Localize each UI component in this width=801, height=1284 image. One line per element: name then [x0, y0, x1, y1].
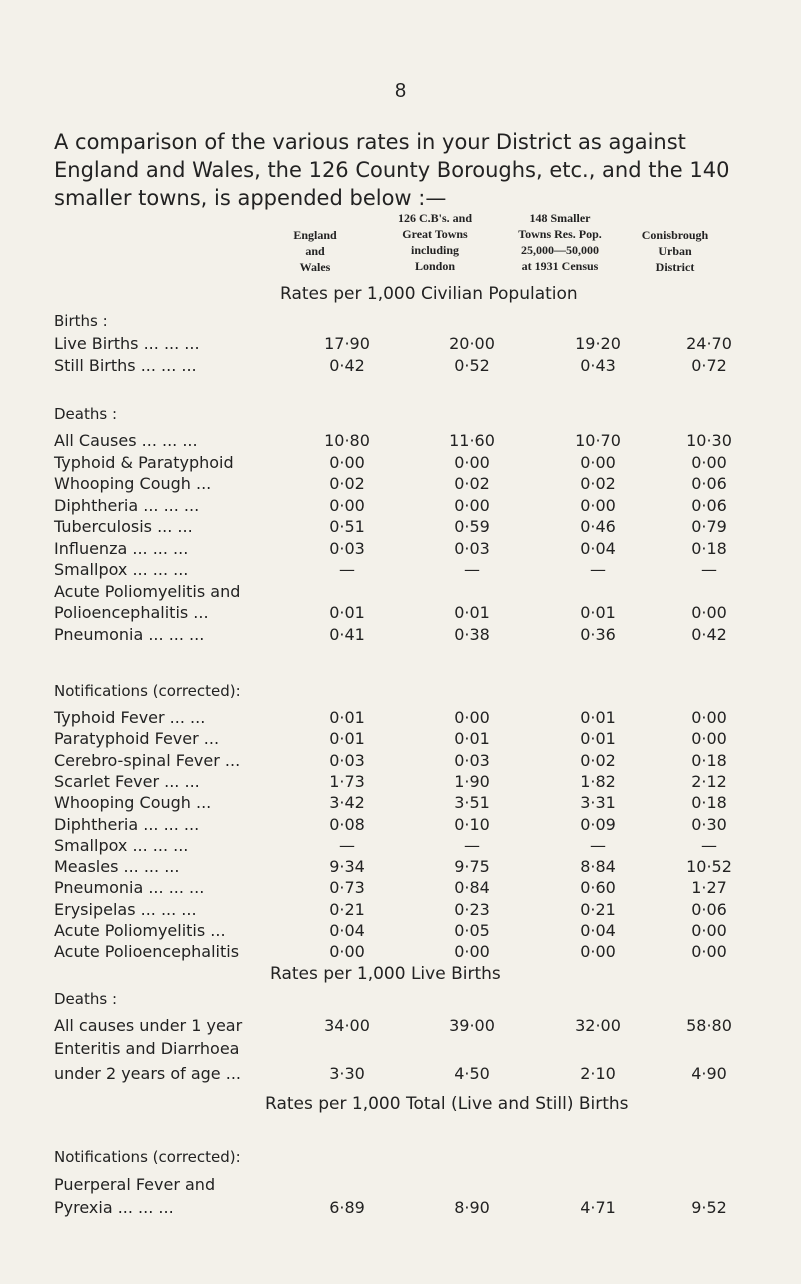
value-conisbrough: 0·72	[691, 356, 727, 375]
value-smaller-towns: 0·01	[580, 729, 616, 749]
col3-line1: 148 Smaller	[529, 211, 591, 225]
value-england: 0·03	[329, 538, 365, 558]
table-row	[54, 560, 754, 582]
value-conisbrough: 24·70	[686, 334, 732, 353]
value-conisbrough: —	[701, 560, 717, 579]
col3-line2: Towns Res. Pop.	[518, 227, 602, 241]
value-county-boroughs: 0·00	[454, 452, 490, 472]
value-county-boroughs: 0·59	[454, 517, 490, 536]
value-smaller-towns: —	[590, 560, 606, 579]
value-smaller-towns: 1·82	[580, 771, 616, 791]
col4-line2: Urban	[658, 244, 692, 258]
value-conisbrough: 0·79	[691, 517, 727, 536]
table-row	[54, 517, 754, 539]
value-smaller-towns: 0·01	[580, 603, 616, 622]
table-row	[54, 772, 754, 794]
row-label: Diphtheria ... ... ...	[54, 495, 200, 515]
unit-total-births: Rates per 1,000 Total (Live and Still) Births	[265, 1094, 629, 1114]
value-conisbrough: 4·90	[691, 1064, 727, 1083]
table-row	[54, 625, 754, 647]
row-label: Acute Polioencephalitis	[54, 942, 240, 962]
value-england: 0·00	[329, 942, 365, 962]
value-county-boroughs: 0·52	[454, 356, 490, 375]
col3-line3: 25,000—50,000	[521, 243, 599, 257]
value-county-boroughs: 0·03	[454, 750, 490, 770]
value-county-boroughs: 0·05	[454, 921, 490, 940]
value-smaller-towns: 8·84	[580, 857, 616, 877]
value-smaller-towns: 4·71	[580, 1198, 616, 1217]
value-smaller-towns: 0·46	[580, 517, 616, 536]
unit-live-births: Rates per 1,000 Live Births	[270, 964, 501, 984]
row-label: Still Births ... ... ...	[54, 356, 197, 375]
value-smaller-towns: 0·02	[580, 474, 616, 493]
table-row	[54, 474, 754, 496]
section-deaths: Deaths :	[54, 405, 117, 423]
row-puerperal-fever	[54, 1198, 754, 1220]
table-row	[54, 539, 754, 561]
value-conisbrough: 1·27	[691, 878, 727, 898]
value-county-boroughs: 0·84	[454, 878, 490, 898]
value-county-boroughs: 0·38	[454, 624, 490, 644]
value-smaller-towns: 0·01	[580, 708, 616, 727]
value-conisbrough: 10·52	[686, 857, 732, 877]
value-smaller-towns: 0·09	[580, 814, 616, 834]
row-label: Cerebro-spinal Fever ...	[54, 750, 241, 770]
value-smaller-towns: 0·36	[580, 624, 616, 644]
col2-line2: Great Towns	[402, 227, 468, 241]
row-label: under 2 years of age ...	[54, 1064, 241, 1083]
value-county-boroughs: 0·10	[454, 814, 490, 834]
value-conisbrough: 0·00	[691, 603, 727, 622]
value-county-boroughs: 39·00	[449, 1016, 495, 1035]
row-label: Live Births ... ... ...	[54, 334, 200, 353]
row-label: Erysipelas ... ... ...	[54, 899, 197, 919]
table-row	[54, 793, 754, 815]
value-smaller-towns: 0·04	[580, 538, 616, 558]
value-england: 34·00	[324, 1016, 370, 1035]
value-england: 3·30	[329, 1064, 365, 1083]
value-smaller-towns: 19·20	[575, 334, 621, 353]
value-county-boroughs: 0·01	[454, 729, 490, 749]
row-label: All Causes ... ... ...	[54, 431, 198, 450]
table-row	[54, 334, 754, 356]
value-england: 0·04	[329, 921, 365, 940]
value-england: 0·73	[329, 878, 365, 898]
page-number: 8	[394, 80, 407, 102]
value-county-boroughs: 0·00	[454, 495, 490, 515]
row-label-prefix: Acute Poliomyelitis and	[54, 581, 241, 601]
value-england: 0·42	[329, 356, 365, 375]
value-conisbrough: 0·00	[691, 921, 727, 940]
value-county-boroughs: 0·23	[454, 899, 490, 919]
table-row	[54, 815, 754, 837]
column-header-conisbrough	[625, 227, 725, 275]
row-label: Paratyphoid Fever ...	[54, 729, 220, 749]
value-conisbrough: 2·12	[691, 771, 727, 791]
row-label: Smallpox ... ... ...	[54, 560, 189, 579]
value-england: 0·01	[329, 729, 365, 749]
value-conisbrough: 10·30	[686, 431, 732, 450]
value-conisbrough: 0·06	[691, 899, 727, 919]
table-row	[54, 921, 754, 943]
row-label: Measles ... ... ...	[54, 857, 180, 877]
row-label: All causes under 1 year	[54, 1016, 243, 1035]
value-county-boroughs: 0·00	[454, 708, 490, 727]
value-county-boroughs: 0·01	[454, 603, 490, 622]
value-county-boroughs: 0·02	[454, 474, 490, 493]
row-label: Whooping Cough ...	[54, 793, 212, 813]
row-label: Polioencephalitis ...	[54, 603, 209, 622]
value-county-boroughs: 4·50	[454, 1064, 490, 1083]
value-conisbrough: 0·00	[691, 729, 727, 749]
column-header-county-boroughs	[370, 210, 500, 274]
value-england: —	[339, 835, 355, 855]
value-county-boroughs: 9·75	[454, 857, 490, 877]
value-smaller-towns: 0·21	[580, 899, 616, 919]
row-label: Whooping Cough ...	[54, 474, 212, 493]
col1-line3: Wales	[299, 260, 331, 274]
value-england: 0·00	[329, 495, 365, 515]
value-smaller-towns: 0·02	[580, 750, 616, 770]
value-england: 0·41	[329, 624, 365, 644]
value-england: 0·01	[329, 708, 365, 727]
value-conisbrough: 58·80	[686, 1016, 732, 1035]
value-conisbrough: 0·00	[691, 942, 727, 962]
value-england: 17·90	[324, 334, 370, 353]
table-row	[54, 900, 754, 922]
intro-paragraph: A comparison of the various rates in your District as against England and Wales, the 126 County Boroughs, etc., and the 140 smaller towns, is appended below :—	[54, 130, 730, 210]
value-conisbrough: 0·30	[691, 814, 727, 834]
table-row	[54, 878, 754, 900]
row-all-causes-under-1	[54, 1016, 754, 1038]
row-enteritis	[54, 1064, 754, 1086]
value-conisbrough: 0·18	[691, 750, 727, 770]
col4-line1: Conisbrough	[641, 228, 709, 242]
value-conisbrough: 0·06	[691, 474, 727, 493]
value-england: 0·02	[329, 474, 365, 493]
table-row	[54, 453, 754, 475]
value-smaller-towns: 32·00	[575, 1016, 621, 1035]
value-smaller-towns: 0·43	[580, 356, 616, 375]
row-label-prefix: Puerperal Fever and	[54, 1175, 216, 1194]
value-england: 3·42	[329, 793, 365, 813]
value-smaller-towns: 0·00	[580, 495, 616, 515]
value-smaller-towns: 0·60	[580, 878, 616, 898]
value-conisbrough: 9·52	[691, 1198, 727, 1217]
table-row	[54, 942, 754, 964]
value-conisbrough: 0·18	[691, 538, 727, 558]
value-county-boroughs: 1·90	[454, 771, 490, 791]
value-smaller-towns: 0·04	[580, 921, 616, 940]
row-label: Diphtheria ... ... ...	[54, 814, 200, 834]
section-infant-deaths: Deaths :	[54, 990, 117, 1008]
value-county-boroughs: 0·00	[454, 942, 490, 962]
col2-line4: London	[414, 259, 456, 273]
column-header-smaller-towns	[495, 210, 625, 274]
value-smaller-towns: 10·70	[575, 431, 621, 450]
value-england: 0·08	[329, 814, 365, 834]
value-county-boroughs: 20·00	[449, 334, 495, 353]
value-england: 0·00	[329, 452, 365, 472]
col1-line2: and	[305, 244, 325, 258]
value-conisbrough: 0·18	[691, 793, 727, 813]
table-row	[54, 751, 754, 773]
value-county-boroughs: —	[464, 560, 480, 579]
value-england: 0·21	[329, 899, 365, 919]
row-label: Pneumonia ... ... ...	[54, 624, 205, 644]
row-label: Pneumonia ... ... ...	[54, 878, 205, 898]
column-header-england	[280, 227, 350, 275]
row-label: Typhoid & Paratyphoid	[54, 452, 234, 472]
value-conisbrough: —	[701, 835, 717, 855]
row-label: Acute Poliomyelitis ...	[54, 921, 226, 940]
value-conisbrough: 0·00	[691, 452, 727, 472]
value-smaller-towns: 0·00	[580, 452, 616, 472]
value-smaller-towns: 2·10	[580, 1064, 616, 1083]
value-england: 9·34	[329, 857, 365, 877]
unit-civilian-population: Rates per 1,000 Civilian Population	[280, 284, 578, 304]
value-conisbrough: 0·06	[691, 495, 727, 515]
table-row	[54, 729, 754, 751]
col4-line3: District	[655, 260, 695, 274]
row-label: Typhoid Fever ... ...	[54, 708, 206, 727]
row-label: Scarlet Fever ... ...	[54, 771, 200, 791]
table-row	[54, 708, 754, 730]
value-england: 10·80	[324, 431, 370, 450]
row-label: Tuberculosis ... ...	[54, 517, 193, 536]
col2-line3: including	[410, 243, 460, 257]
value-england: 6·89	[329, 1198, 365, 1217]
value-england: 0·51	[329, 517, 365, 536]
col3-line4: at 1931 Census	[521, 259, 599, 273]
value-county-boroughs: 8·90	[454, 1198, 490, 1217]
value-england: 1·73	[329, 771, 365, 791]
value-county-boroughs: 0·03	[454, 538, 490, 558]
value-smaller-towns: 0·00	[580, 942, 616, 962]
section-births: Births :	[54, 312, 108, 330]
value-county-boroughs: 11·60	[449, 431, 495, 450]
table-row	[54, 496, 754, 518]
value-conisbrough: 0·00	[691, 708, 727, 727]
row-label-prefix: Enteritis and Diarrhoea	[54, 1039, 240, 1058]
row-label: Influenza ... ... ...	[54, 538, 189, 558]
value-county-boroughs: —	[464, 835, 480, 855]
row-label: Smallpox ... ... ...	[54, 835, 189, 855]
value-smaller-towns: 3·31	[580, 793, 616, 813]
value-england: 0·01	[329, 603, 365, 622]
value-conisbrough: 0·42	[691, 624, 727, 644]
table-row	[54, 857, 754, 879]
section-puerperal-notifications: Notifications (corrected):	[54, 1148, 241, 1166]
value-england: 0·03	[329, 750, 365, 770]
table-row	[54, 356, 754, 378]
table-row	[54, 836, 754, 858]
table-row	[54, 603, 754, 625]
value-smaller-towns: —	[590, 835, 606, 855]
value-county-boroughs: 3·51	[454, 793, 490, 813]
table-row	[54, 431, 754, 453]
row-label: Pyrexia ... ... ...	[54, 1198, 174, 1217]
value-england: —	[339, 560, 355, 579]
col1-line1: England	[293, 228, 337, 242]
col2-line1: 126 C.B's. and	[397, 211, 473, 225]
section-notifications: Notifications (corrected):	[54, 682, 241, 700]
